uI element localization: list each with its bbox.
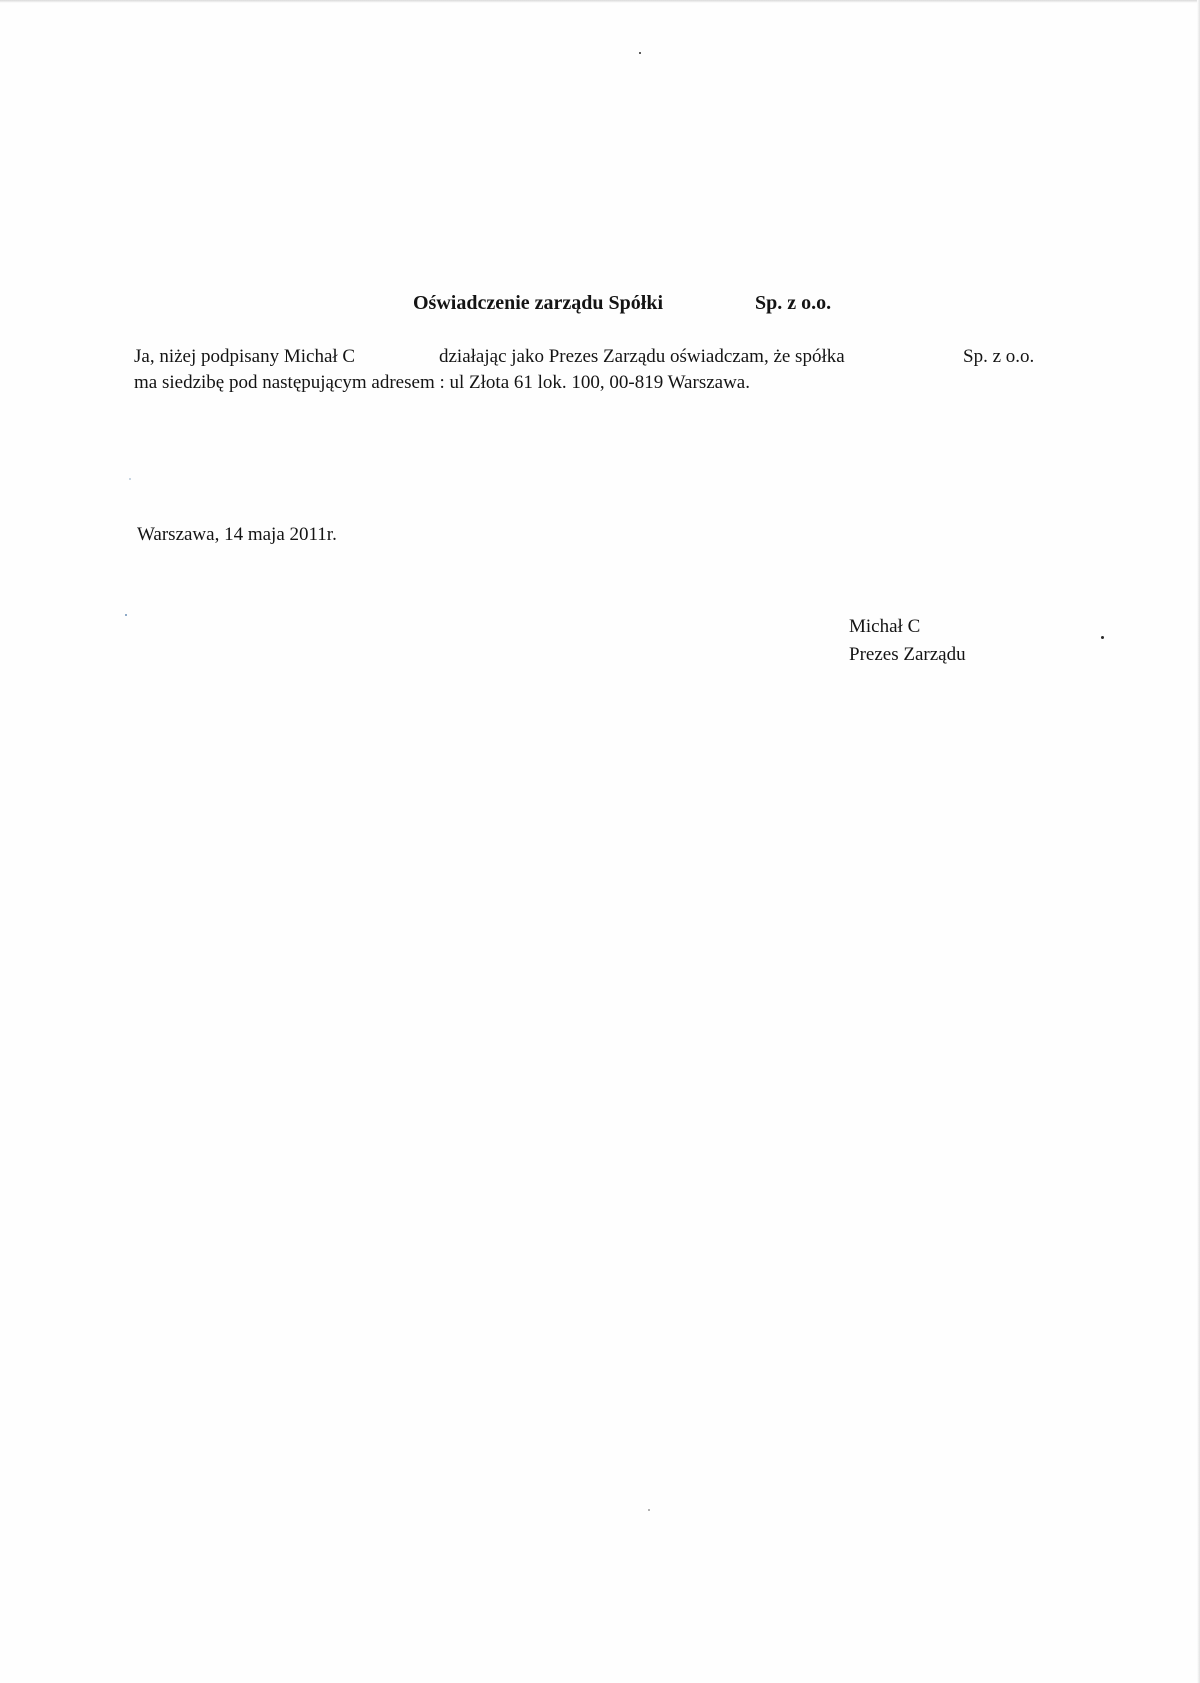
place-and-date: Warszawa, 14 maja 2011r. [137, 524, 337, 545]
statement-segment-1: Ja, niżej podpisany Michał C [134, 346, 356, 367]
statement-paragraph [134, 344, 1074, 396]
scan-speck [129, 478, 131, 480]
title-part-2: Sp. z o.o. [755, 292, 832, 314]
statement-line-2 [134, 370, 1074, 396]
title-part-1: Oświadczenie zarządu Spółki [413, 292, 664, 314]
scan-speck [1101, 636, 1104, 639]
statement-line-1 [134, 344, 1074, 370]
scan-speck [125, 614, 127, 616]
scan-speck [639, 52, 641, 54]
signature-block [849, 613, 966, 669]
signatory-name: Michał C [849, 616, 921, 637]
scan-edge-top [0, 0, 1200, 3]
statement-address: ma siedzibę pod następującym adresem : ul Złota 61 lok. 100, 00-819 Warszawa. [134, 372, 750, 393]
statement-segment-2: działając jako Prezes Zarządu oświadczam, że spółka [439, 346, 845, 367]
statement-segment-3: Sp. z o.o. [963, 346, 1035, 367]
signatory-role: Prezes Zarządu [849, 644, 966, 665]
scan-speck [648, 1509, 650, 1511]
